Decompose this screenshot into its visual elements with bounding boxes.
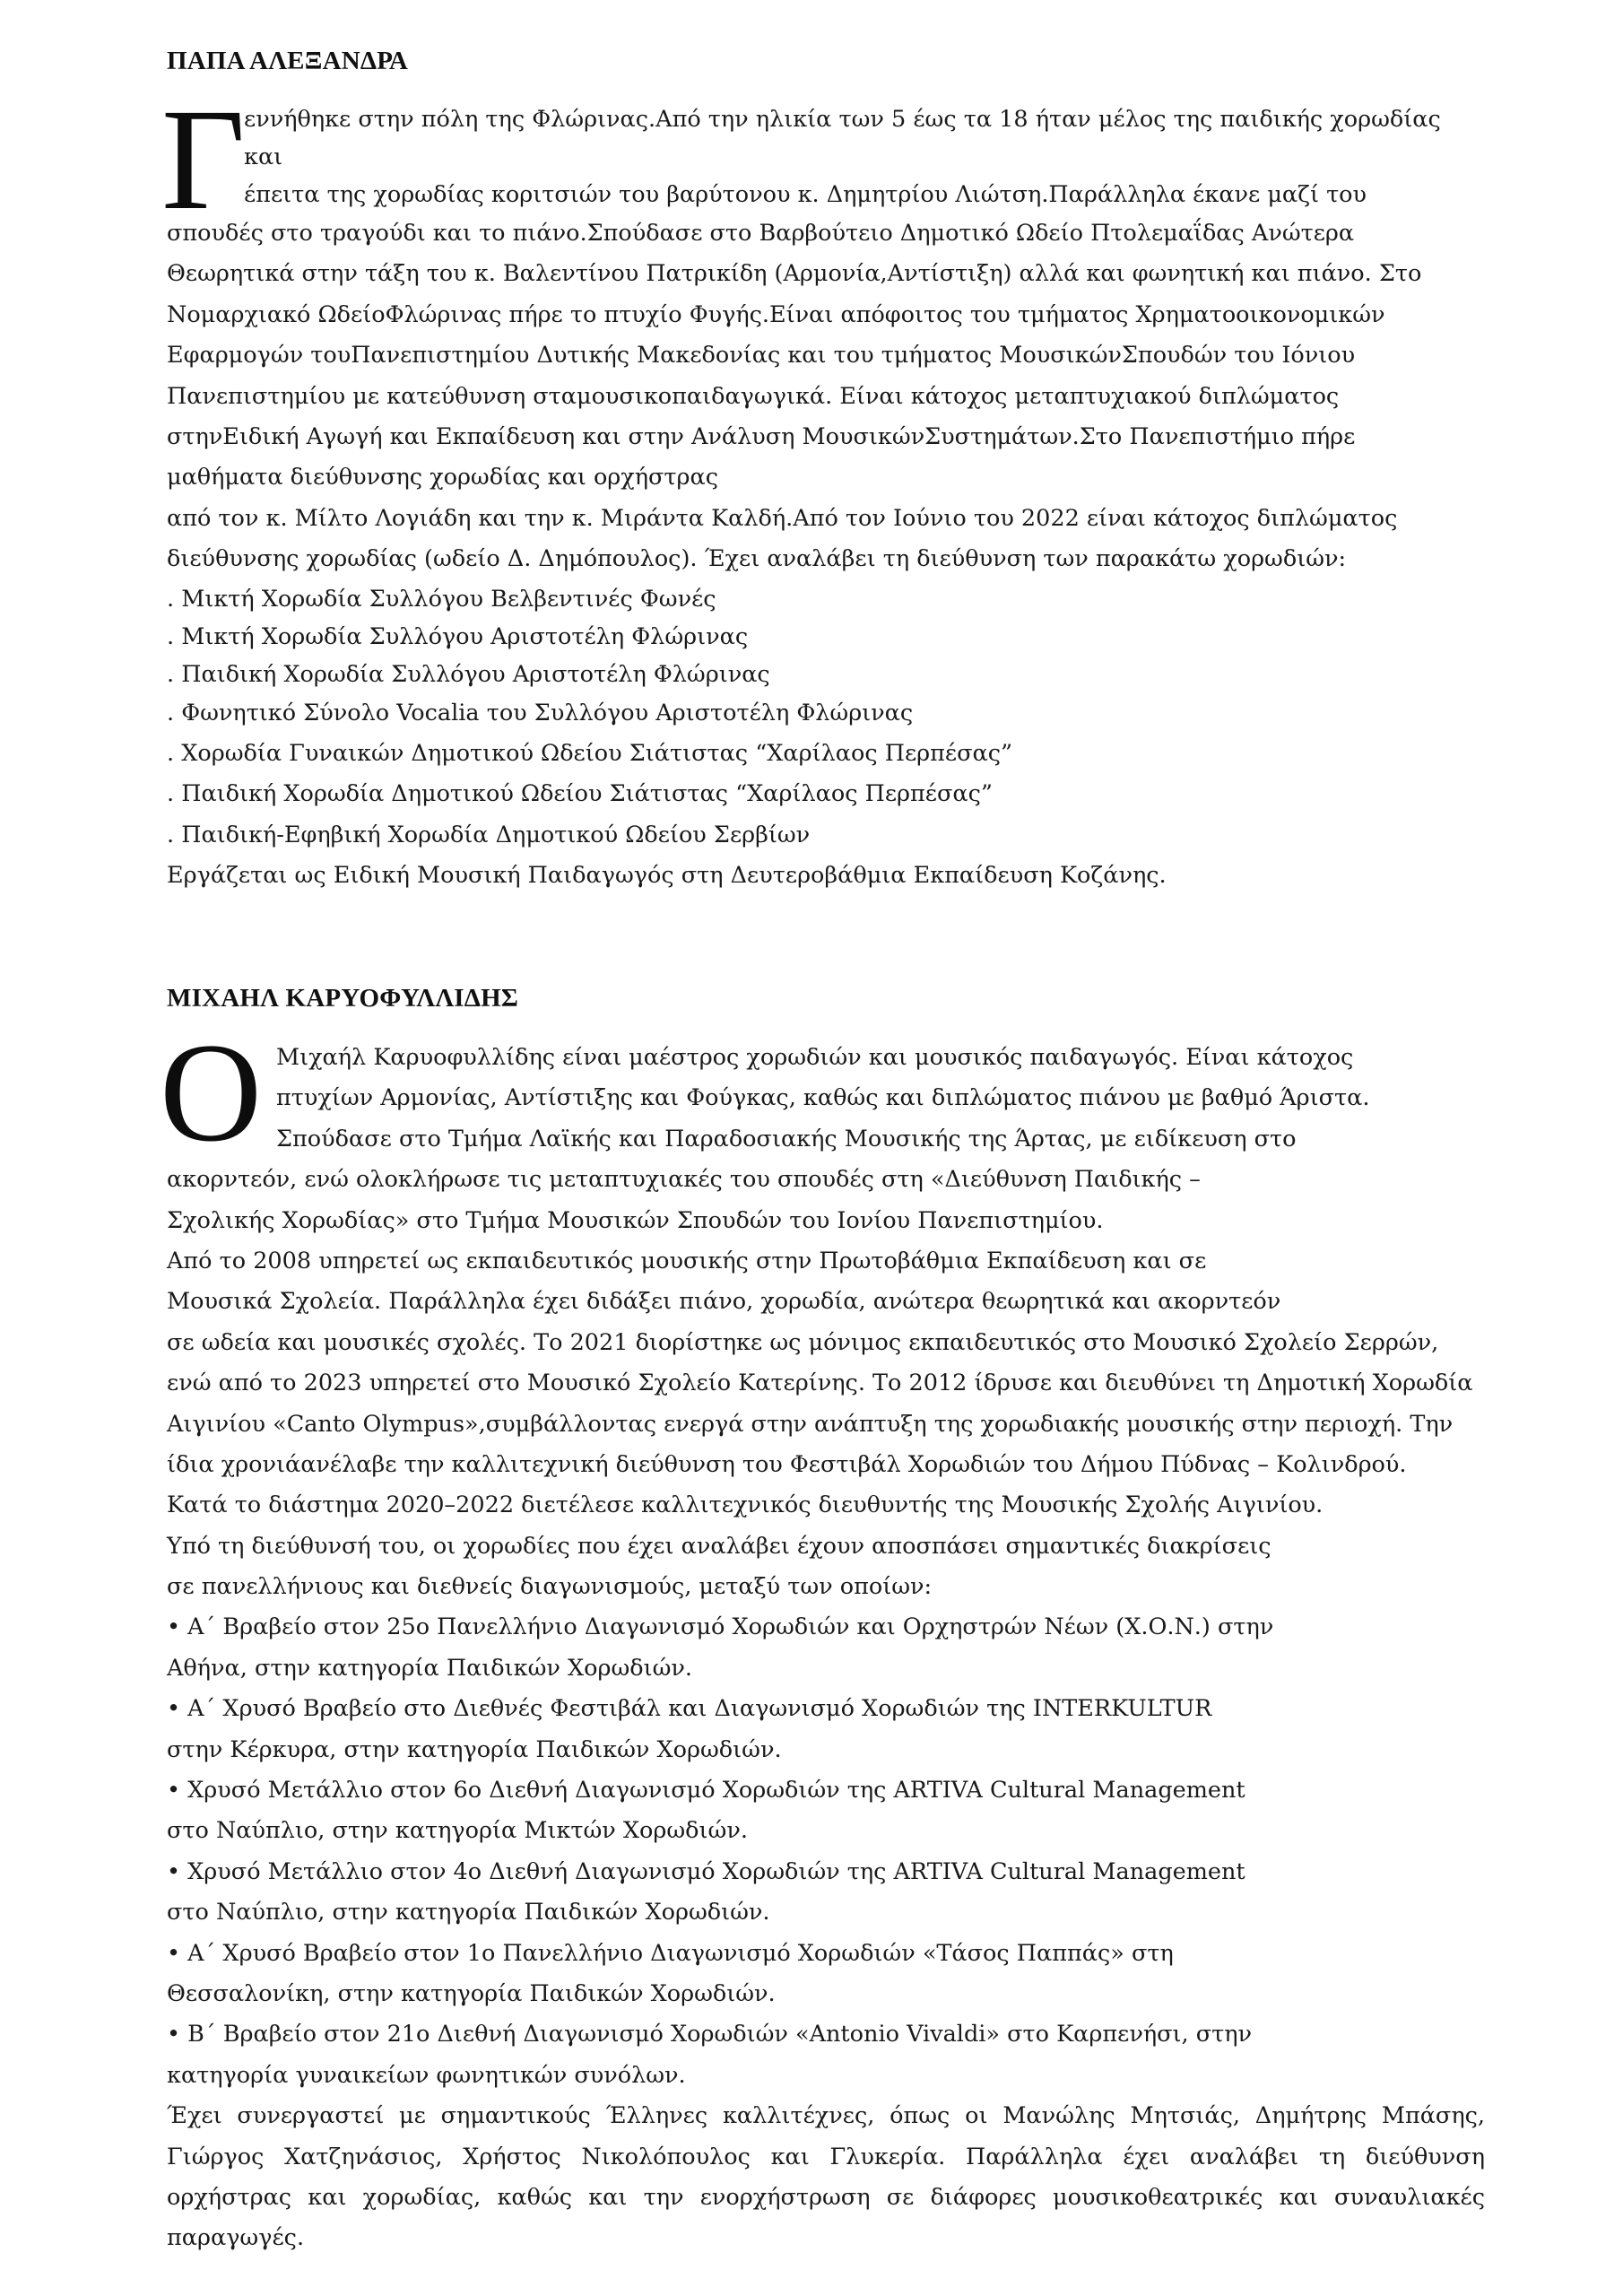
text-line: ορχήστρας και χορωδίας, καθώς και την ενορχήστρωση σε διάφορες μουσικοθεατρικές και συναυλιακές	[167, 2183, 1485, 2211]
text-line: Σπούδασε στο Τμήμα Λαϊκής και Παραδοσιακής Μουσικής της Άρτας, με ειδίκευση στο	[276, 1125, 1297, 1152]
text-line: Θεωρητικά στην τάξη του κ. Βαλεντίνου Πατρικίδη (Αρμονία,Αντίστιξη) αλλά και φωνητική και πιάνο. Στο	[167, 260, 1422, 288]
award-item-continuation: στο Ναύπλιο, στην κατηγορία Μικτών Χορωδιών.	[167, 1817, 748, 1845]
text-line: Έχει συνεργαστεί με σημαντικούς Έλληνες καλλιτέχνες, όπως οι Μανώλης Μητσιάς, Δημήτρης Μπάσης,	[167, 2102, 1485, 2130]
text-line: Κατά το διάστημα 2020–2022 διετέλεσε καλλιτεχνικός διευθυντής της Μουσικής Σχολής Αιγινίου.	[167, 1492, 1324, 1519]
text-line: διεύθυνσης χορωδίας (ωδείο Δ. Δημόπουλος). Έχει αναλάβει τη διεύθυνση των παρακάτω χορωδιών:	[167, 545, 1347, 573]
list-item: . Μικτή Χορωδία Συλλόγου Αριστοτέλη Φλώρινας	[167, 622, 749, 650]
award-item-continuation: στην Κέρκυρα, στην κατηγορία Παιδικών Χορωδιών.	[167, 1735, 782, 1763]
bio-paragraph-karyofyllidis	[167, 1038, 1485, 2259]
choir-list	[167, 580, 1485, 857]
text-line: πτυχίων Αρμονίας, Αντίστιξης και Φούγκας, καθώς και διπλώματος πιάνου με βαθμό Άριστα.	[276, 1084, 1370, 1112]
award-item-continuation: Αθήνα, στην κατηγορία Παιδικών Χορωδιών.	[167, 1654, 693, 1682]
text-line: σπουδές στο τραγούδι και το πιάνο.Σπούδασε στο Βαρβούτειο Δημοτικό Ωδείο Πτολεμαΐδας Ανώτερα	[167, 220, 1355, 247]
list-item: . Χορωδία Γυναικών Δημοτικού Ωδείου Σιάτιστας “Χαρίλαος Περπέσας”	[167, 739, 1013, 767]
drop-cap-letter: Γ	[161, 80, 246, 240]
award-item: • Χρυσό Μετάλλιο στον 6ο Διεθνή Διαγωνισμό Χορωδιών της ARTIVA Cultural Management	[167, 1777, 1245, 1805]
drop-cap-letter: Ο	[160, 1014, 263, 1171]
award-item-continuation: Θεσσαλονίκη, στην κατηγορία Παιδικών Χορωδιών.	[167, 1979, 776, 2007]
award-item: • Α΄ Χρυσό Βραβείο στο Διεθνές Φεστιβάλ και Διαγωνισμό Χορωδιών της INTERKULTUR	[167, 1695, 1212, 1723]
text-line: παραγωγές.	[167, 2224, 305, 2252]
text-line: Νομαρχιακό ΩδείοΦλώρινας πήρε το πτυχίο Φυγής.Είναι απόφοιτος του τμήματος Χρηματοοικονομικών	[167, 300, 1385, 328]
text-line: Σχολικής Χορωδίας» στο Τμήμα Μουσικών Σπουδών του Ιονίου Πανεπιστημίου.	[167, 1206, 1104, 1234]
bio-paragraph-papa	[167, 100, 1485, 896]
list-item: . Φωνητικό Σύνολο Vocalia του Συλλόγου Αριστοτέλη Φλώρινας	[167, 699, 914, 726]
awards-list	[167, 1607, 1485, 2096]
text-line: σε πανελλήνιους και διεθνείς διαγωνισμούς, μεταξύ των οποίων:	[167, 1573, 933, 1601]
list-item: . Παιδική Χορωδία Δημοτικού Ωδείου Σιάτιστας “Χαρίλαος Περπέσας”	[167, 780, 993, 808]
text-line: Εφαρμογών τουΠανεπιστημίου Δυτικής Μακεδονίας και του τμήματος ΜουσικώνΣπουδών του Ιόνιου	[167, 342, 1356, 370]
award-item: • Α΄ Βραβείο στον 25ο Πανελλήνιο Διαγωνισμό Χορωδιών και Ορχηστρών Νέων (Χ.Ο.Ν.) στην	[167, 1613, 1274, 1641]
text-line: Από το 2008 υπηρετεί ως εκπαιδευτικός μουσικής στην Πρωτοβάθμια Εκπαίδευση και σε	[167, 1247, 1207, 1274]
text-line: ακορντεόν, ενώ ολοκλήρωσε τις μεταπτυχιακές του σπουδές στη «Διεύθυνση Παιδικής –	[167, 1166, 1201, 1194]
text-line: Μιχαήλ Καρυοφυλλίδης είναι μαέστρος χορωδιών και μουσικός παιδαγωγός. Είναι κάτοχος	[276, 1044, 1354, 1071]
section-heading-papa-alexandra: ΠΑΠΑ ΑΛΕΞΑΝΔΡΑ	[167, 47, 409, 75]
closing-line: Εργάζεται ως Ειδική Μουσική Παιδαγωγός στη Δευτεροβάθμια Εκπαίδευση Κοζάνης.	[167, 862, 1167, 890]
text-line: εννήθηκε στην πόλη της Φλώρινας.Από την ηλικία των 5 έως τα 18 ήταν μέλος της παιδικής χορωδίας	[244, 106, 1441, 133]
award-item: • Α΄ Χρυσό Βραβείο στον 1ο Πανελλήνιο Διαγωνισμό Χορωδιών «Τάσος Παππάς» στη	[167, 1939, 1174, 1967]
award-item: • Χρυσό Μετάλλιο στον 4ο Διεθνή Διαγωνισμό Χορωδιών της ARTIVA Cultural Management	[167, 1857, 1245, 1885]
list-item: . Παιδική Χορωδία Συλλόγου Αριστοτέλη Φλώρινας	[167, 660, 770, 688]
award-item-continuation: στο Ναύπλιο, στην κατηγορία Παιδικών Χορωδιών.	[167, 1899, 770, 1926]
text-line: Γιώργος Χατζηνάσιος, Χρήστος Νικολόπουλος και Γλυκερία. Παράλληλα έχει αναλάβει τη διεύθυνση	[167, 2143, 1485, 2170]
text-line: Υπό τη διεύθυνσή του, οι χορωδίες που έχει αναλάβει έχουν αποσπάσει σημαντικές διακρίσεις	[167, 1532, 1271, 1560]
text-line: Πανεπιστημίου με κατεύθυνση σταμουσικοπαιδαγωγικά. Είναι κάτοχος μεταπτυχιακού διπλώματος	[167, 382, 1340, 410]
text-line: από τον κ. Μίλτο Λογιάδη και την κ. Μιράντα Καλδή.Από τον Ιούνιο του 2022 είναι κάτοχος διπλώματος	[167, 504, 1398, 532]
text-line: ίδια χρονιάανέλαβε την καλλιτεχνική διεύθυνση του Φεστιβάλ Χορωδιών του Δήμου Πύδνας – Κολινδρού.	[167, 1450, 1407, 1478]
text-line: έπειτα της χορωδίας κοριτσιών του βαρύτονου κ. Δημητρίου Λιώτση.Παράλληλα έκανε μαζί του	[244, 181, 1367, 208]
text-line: και	[244, 144, 283, 170]
award-item-continuation: κατηγορία γυναικείων φωνητικών συνόλων.	[167, 2061, 686, 2089]
award-item: • Β΄ Βραβείο στον 21ο Διεθνή Διαγωνισμό Χορωδιών «Antonio Vivaldi» στο Καρπενήσι, στην	[167, 2021, 1253, 2048]
text-line: στηνΕιδική Αγωγή και Εκπαίδευση και στην Ανάλυση ΜουσικώνΣυστημάτων.Στο Πανεπιστήμιο πήρε	[167, 422, 1356, 450]
collaborations-paragraph	[167, 2096, 1485, 2259]
text-line: Αιγινίου «Canto Olympus»,συμβάλλοντας ενεργά στην ανάπτυξη της χορωδιακής μουσικής στην περιοχή. Την	[167, 1410, 1454, 1438]
list-item: . Μικτή Χορωδία Συλλόγου Βελβεντινές Φωνές	[167, 585, 716, 613]
text-line: Μουσικά Σχολεία. Παράλληλα έχει διδάξει πιάνο, χορωδία, ανώτερα θεωρητικά και ακορντεόν	[167, 1288, 1281, 1316]
list-item: . Παιδική-Εφηβική Χορωδία Δημοτικού Ωδείου Σερβίων	[167, 821, 811, 848]
text-line: σε ωδεία και μουσικές σχολές. Το 2021 διορίστηκε ως μόνιμος εκπαιδευτικός στο Μουσικό Σχολείο Σερρών,	[167, 1328, 1439, 1356]
text-line: μαθήματα διεύθυνσης χορωδίας και ορχήστρας	[167, 464, 719, 491]
text-line: ενώ από το 2023 υπηρετεί στο Μουσικό Σχολείο Κατερίνης. Το 2012 ίδρυσε και διευθύνει τη Δημοτική Χορωδία	[167, 1370, 1473, 1397]
section-heading-karyofyllidis: ΜΙΧΑΗΛ ΚΑΡΥΟΦΥΛΛΙΔΗΣ	[167, 984, 519, 1013]
